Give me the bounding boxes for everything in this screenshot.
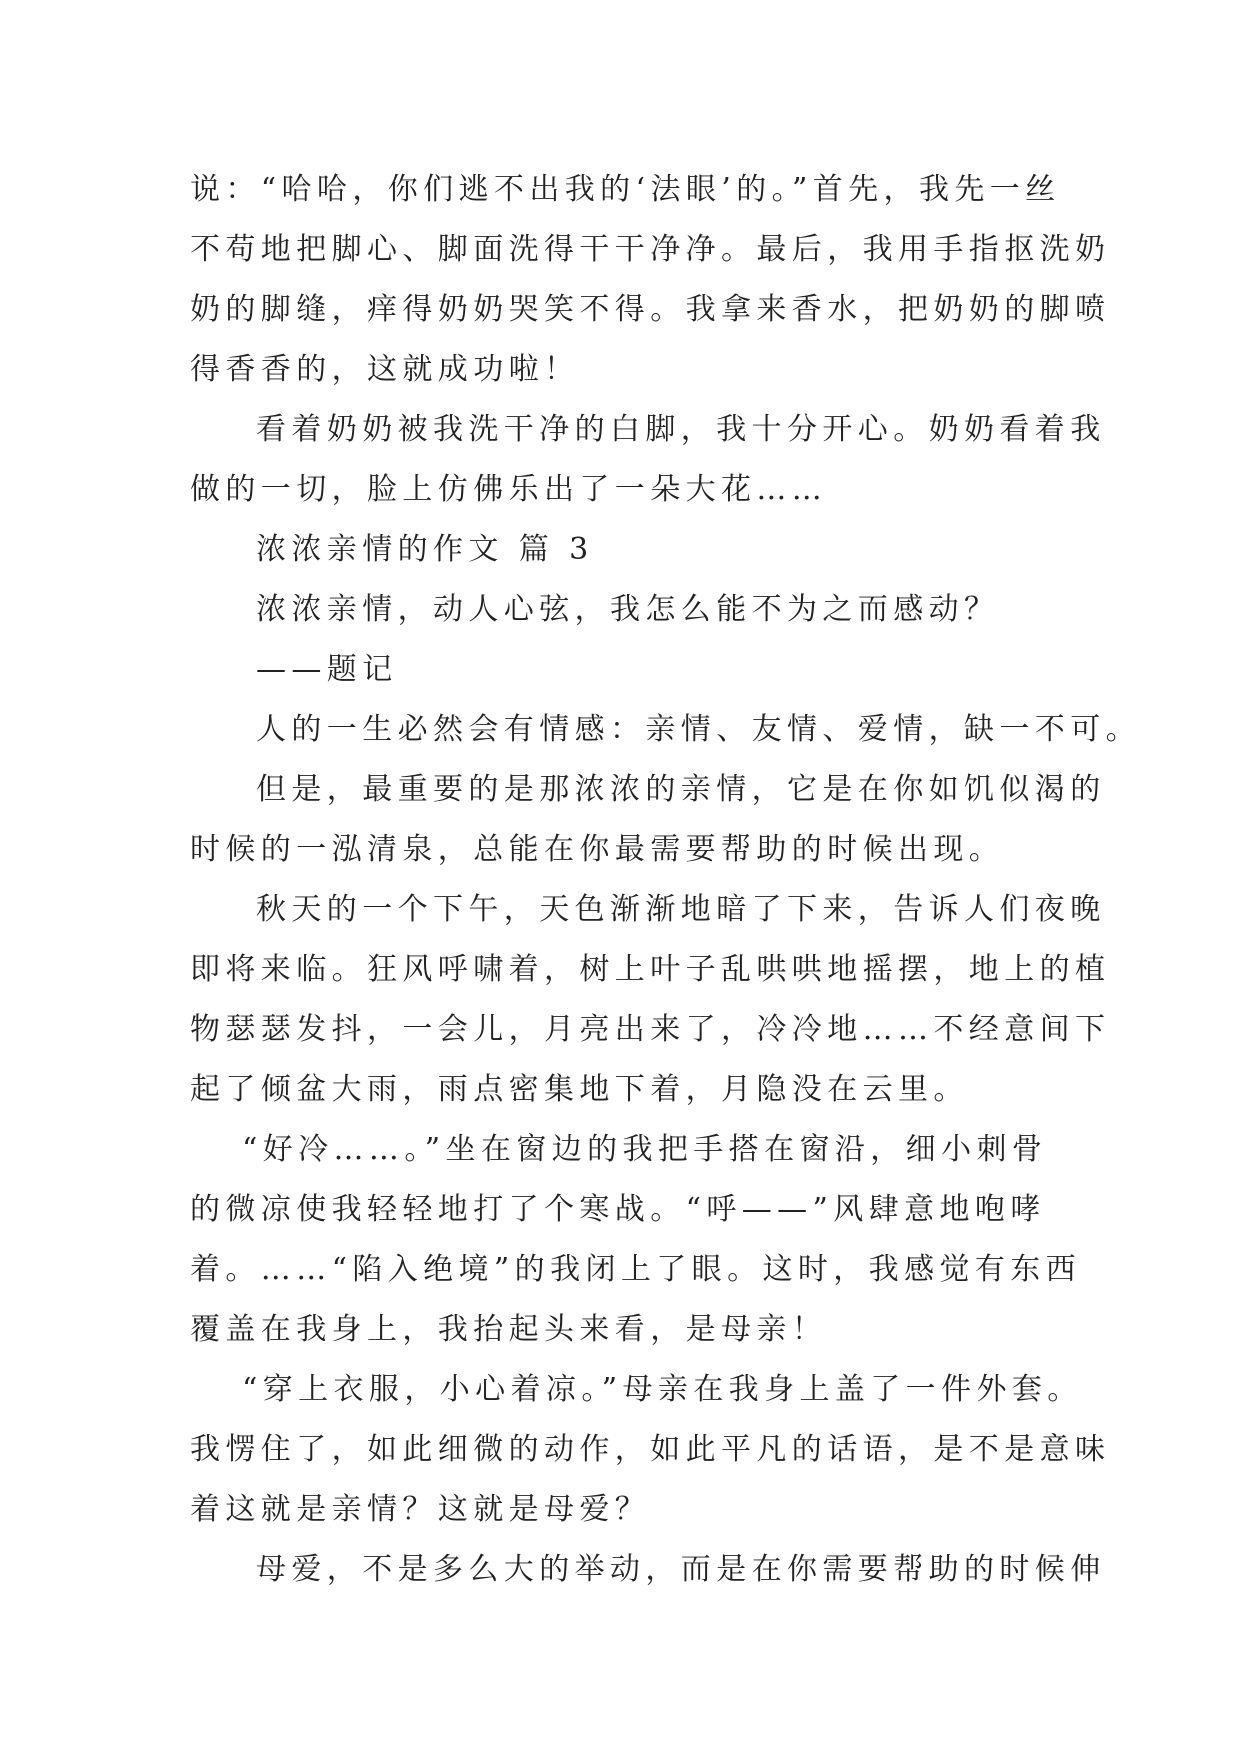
text-line: 做的一切，脸上仿佛乐出了一朵大花…… — [190, 472, 828, 507]
text-line: 我愣住了，如此细微的动作，如此平凡的话语，是不是意味 — [190, 1432, 1111, 1467]
text-line: 的微凉使我轻轻地打了个寒战。“呼——”风肆意地咆哮 — [190, 1192, 1046, 1227]
text-line: 不苟地把脚心、脚面洗得干干净净。最后，我用手指抠洗奶 — [190, 232, 1111, 267]
paragraph-start-line: “穿上衣服，小心着凉。”母亲在我身上盖了一件外套。 — [242, 1372, 1083, 1407]
section-heading: 浓浓亲情的作文 篇 3 — [256, 532, 594, 567]
paragraph-start-line: 人的一生必然会有情感：亲情、友情、爱情，缺一不可。 — [256, 712, 1141, 747]
text-line: 即将来临。狂风呼啸着，树上叶子乱哄哄地摇摆，地上的植 — [190, 952, 1111, 987]
text-line: 物瑟瑟发抖，一会儿，月亮出来了，冷冷地……不经意间下 — [190, 1012, 1111, 1047]
paragraph-start-line: 母爱，不是多么大的举动，而是在你需要帮助的时候伸 — [256, 1552, 1106, 1587]
paragraph-start-line: “好冷……。”坐在窗边的我把手搭在窗沿，细小刺骨 — [242, 1132, 1048, 1167]
text-line: 奶的脚缝，痒得奶奶哭笑不得。我拿来香水，把奶奶的脚喷 — [190, 292, 1111, 327]
text-line: 得香香的，这就成功啦！ — [190, 352, 580, 387]
paragraph-start-line: 看着奶奶被我洗干净的白脚，我十分开心。奶奶看着我 — [256, 412, 1106, 447]
text-line: 时候的一泓清泉，总能在你最需要帮助的时候出现。 — [190, 832, 1005, 867]
paragraph-start-line: 秋天的一个下午，天色渐渐地暗了下来，告诉人们夜晚 — [256, 892, 1106, 927]
document-body — [190, 160, 1141, 1600]
text-line: 说：“哈哈，你们逃不出我的‘法眼’的。”首先，我先一丝 — [190, 172, 1061, 207]
epigraph-attribution: ——题记 — [256, 652, 398, 687]
text-line: 覆盖在我身上，我抬起头来看，是母亲！ — [190, 1312, 828, 1347]
text-line: 着。……“陷入绝境”的我闭上了眼。这时，我感觉有东西 — [190, 1252, 1082, 1287]
paragraph-start-line: 但是，最重要的是那浓浓的亲情，它是在你如饥似渴的 — [256, 772, 1106, 807]
epigraph: 浓浓亲情，动人心弦，我怎么能不为之而感动？ — [256, 592, 1000, 627]
text-line: 着这就是亲情？这就是母爱？ — [190, 1492, 651, 1527]
text-line: 起了倾盆大雨，雨点密集地下着，月隐没在云里。 — [190, 1072, 969, 1107]
